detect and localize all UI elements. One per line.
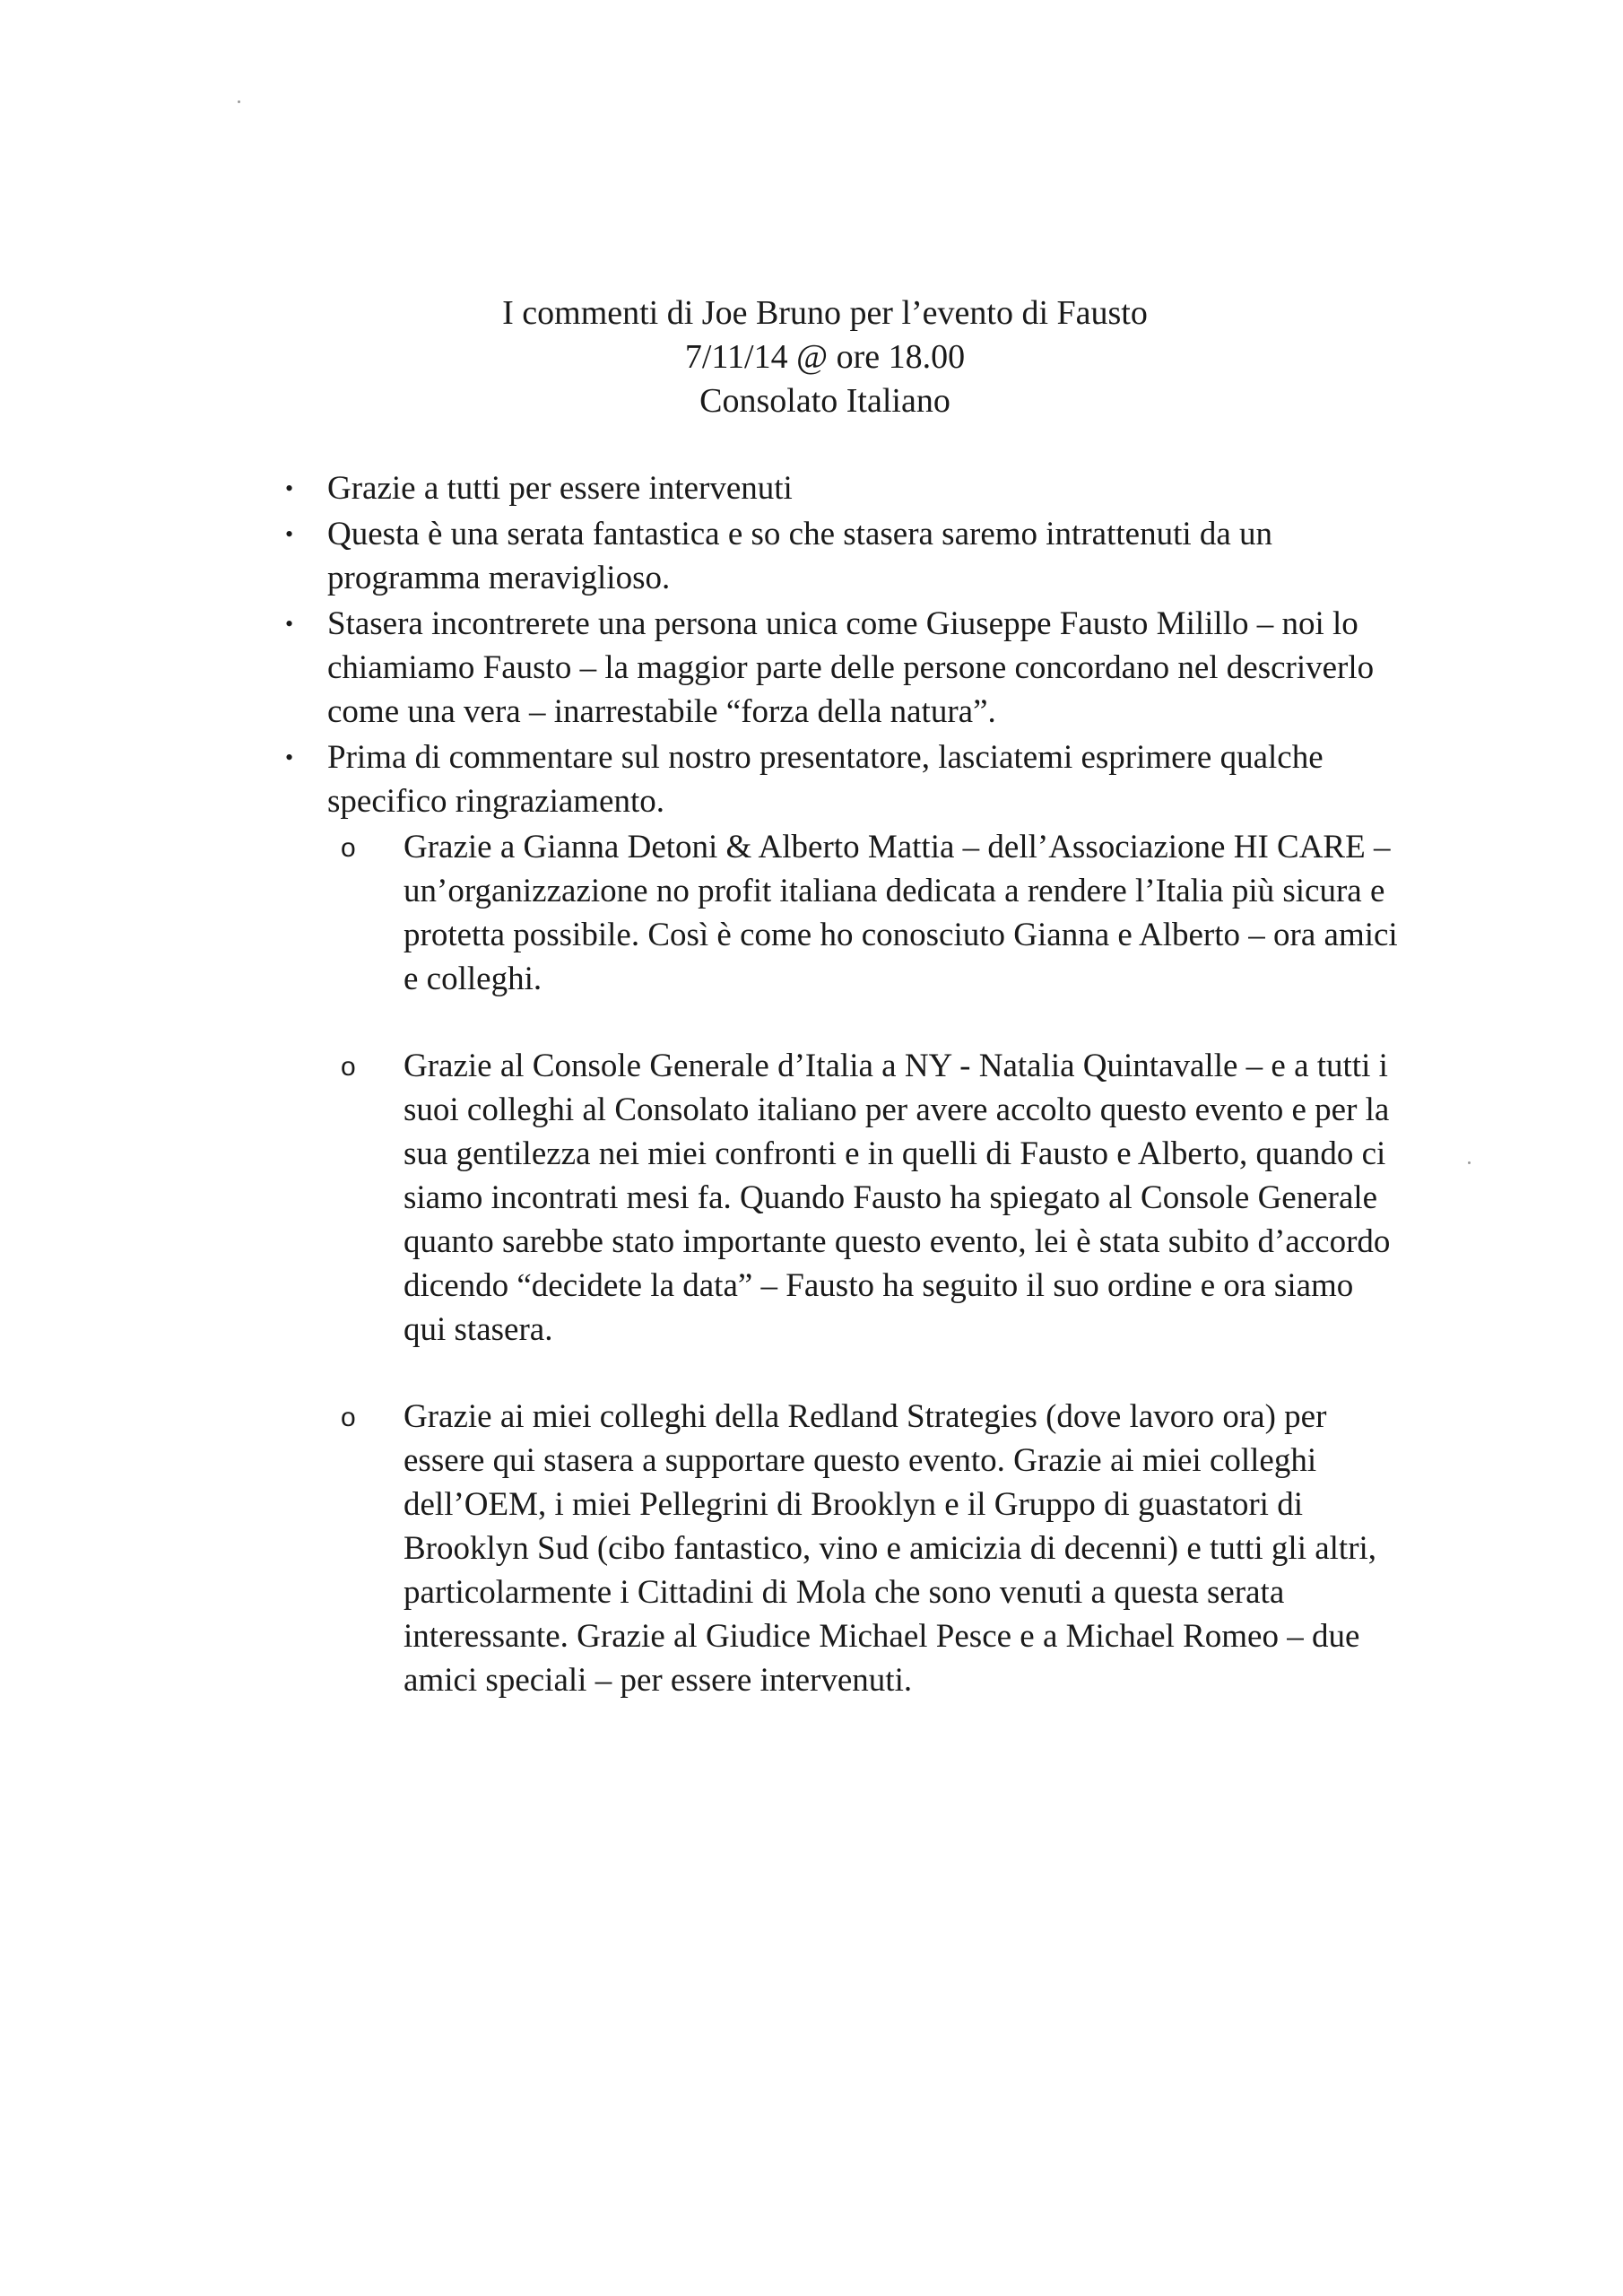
bullet-marker: • bbox=[285, 521, 294, 547]
bullet-list bbox=[269, 466, 1399, 1702]
list-item-text: Stasera incontrerete una persona unica come Giuseppe Fausto Milillo – noi lo chiamiamo Fausto – la maggior parte delle persone concordano nel descriverlo come una vera – inarrestabile “forza della natura”. bbox=[327, 605, 1375, 730]
event-location: Consolato Italiano bbox=[699, 382, 950, 420]
sub-list-item bbox=[327, 1395, 1399, 1702]
list-item-text: Grazie a tutti per essere intervenuti bbox=[327, 470, 793, 507]
bullet-marker: • bbox=[285, 475, 294, 501]
list-item-text: Questa è una serata fantastica e so che stasera saremo intrattenuti da un programma meraviglioso. bbox=[327, 516, 1273, 596]
sub-list-item-text: Grazie ai miei colleghi della Redland Strategies (dove lavoro ora) per essere qui stasera a supportare questo evento. Grazie ai miei colleghi dell’OEM, i miei Pellegrini di Brooklyn e il Gruppo di guastatori di Brooklyn Sud (cibo fantastico, vino e amicizia di decenni) e tutti gli altri, particolarmente i Cittadini di Mola che sono venuti a questa serata interessante. Grazie al Giudice Michael Pesce e a Michael Romeo – due amici speciali – per essere intervenuti. bbox=[404, 1398, 1377, 1699]
document-title: I commenti di Joe Bruno per l’evento di Fausto bbox=[502, 294, 1148, 332]
document-body bbox=[269, 466, 1399, 1704]
sub-list-item-text: Grazie a Gianna Detoni & Alberto Mattia – dell’Associazione HI CARE – un’organizzazione no profit italiana dedicata a rendere l’Italia più sicura e protetta possibile. Così è come ho conosciuto Gianna e Alberto – ora amici e colleghi. bbox=[404, 829, 1398, 997]
sub-list-item bbox=[327, 825, 1399, 1001]
sub-bullet-list bbox=[327, 825, 1399, 1702]
sub-list-item-text: Grazie al Console Generale d’Italia a NY - Natalia Quintavalle – e a tutti i suoi colleghi al Consolato italiano per avere accolto questo evento e per la sua gentilezza nei miei confronti e in quelli di Fausto e Alberto, quando ci siamo incontrati mesi fa. Quando Fausto ha spiegato al Console Generale quanto sarebbe stato importante questo evento, lei è stata subito d’accordo dicendo “decidete la data” – Fausto ha seguito il suo ordine e ora siamo qui stasera. bbox=[404, 1048, 1391, 1348]
sub-bullet-marker: o bbox=[341, 833, 356, 863]
sub-bullet-marker: o bbox=[341, 1403, 356, 1432]
document-header bbox=[0, 291, 1623, 423]
bullet-marker: • bbox=[285, 611, 294, 637]
bullet-marker: • bbox=[285, 744, 294, 770]
list-item bbox=[269, 466, 1399, 510]
sub-bullet-marker: o bbox=[341, 1052, 356, 1082]
scan-speck bbox=[1468, 1161, 1471, 1164]
event-date: 7/11/14 @ ore 18.00 bbox=[684, 338, 966, 376]
scan-speck bbox=[238, 100, 240, 103]
list-item bbox=[269, 602, 1399, 734]
list-item bbox=[269, 512, 1399, 600]
list-item-text: Prima di commentare sul nostro presentatore, lasciatemi esprimere qualche specifico ringraziamento. bbox=[327, 739, 1324, 820]
list-item bbox=[269, 735, 1399, 1702]
sub-list-item bbox=[327, 1044, 1399, 1352]
